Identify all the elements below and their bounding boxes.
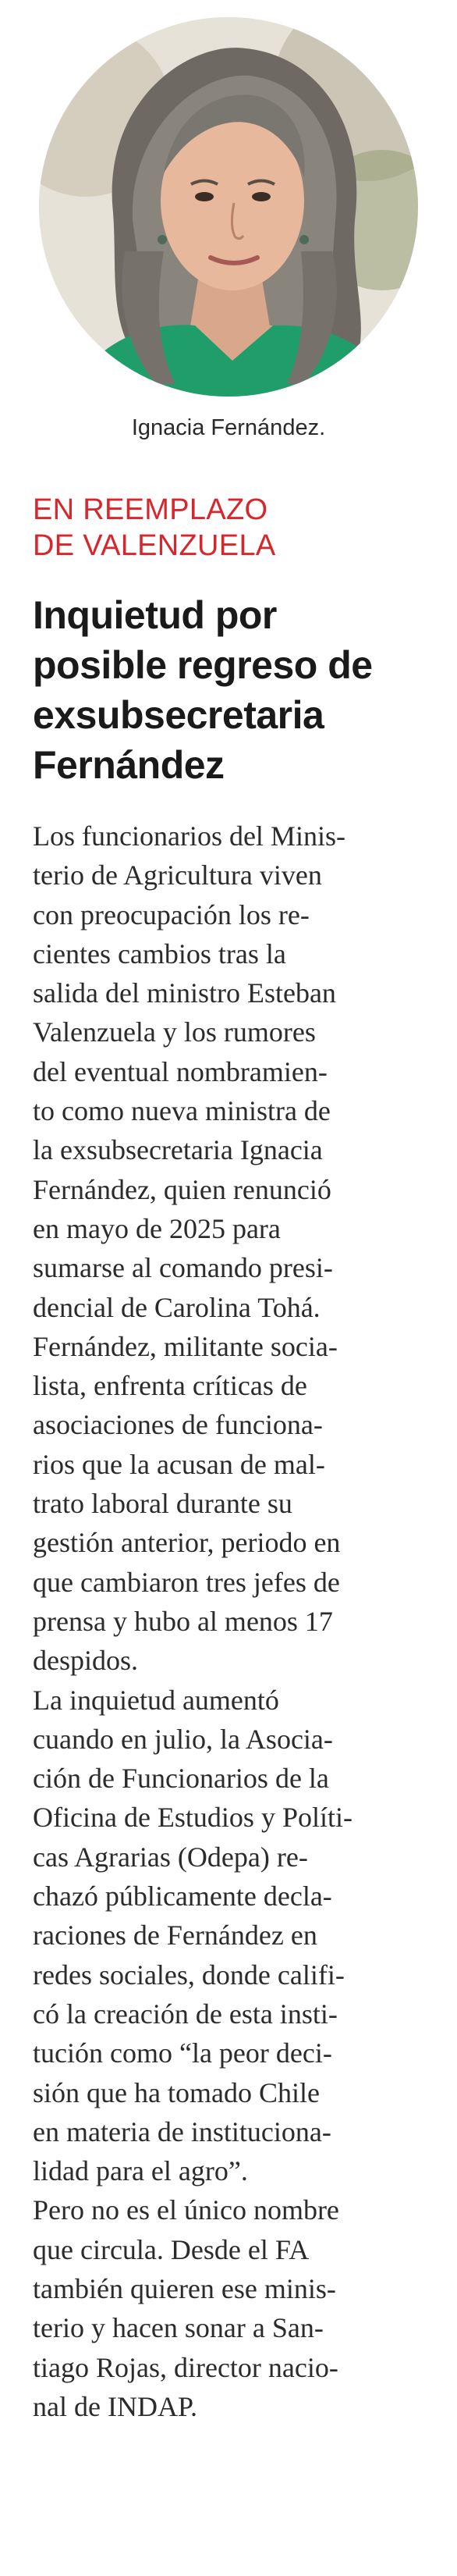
body-line: prensa y hubo al menos 17 bbox=[33, 1605, 333, 1637]
body-line: cientes cambios tras la bbox=[33, 938, 286, 970]
body-line: nal de INDAP. bbox=[33, 2390, 197, 2422]
kicker-line: DE VALENZUELA bbox=[33, 529, 276, 562]
body-line: sión que ha tomado Chile bbox=[33, 2076, 320, 2108]
portrait-illustration bbox=[39, 17, 418, 397]
body-line: terio de Agricultura viven bbox=[33, 859, 322, 891]
body-line: Valenzuela y los rumores bbox=[33, 1016, 316, 1048]
body-line: lista, enfrenta críticas de bbox=[33, 1370, 307, 1402]
photo-caption: Ignacia Fernández. bbox=[131, 415, 326, 440]
body-line: terio y hacen sonar a San- bbox=[33, 2312, 324, 2344]
body-line: despidos. bbox=[33, 1645, 138, 1677]
portrait-photo bbox=[39, 17, 418, 397]
kicker-line: EN REEMPLAZO bbox=[33, 493, 268, 526]
body-line: trato laboral durante su bbox=[33, 1488, 292, 1520]
body-line: có la creación de esta insti- bbox=[33, 1998, 338, 2030]
body-line: que circula. Desde el FA bbox=[33, 2233, 310, 2265]
body-line: tución como “la peor deci- bbox=[33, 2037, 332, 2069]
body-line: to como nueva ministra de bbox=[33, 1095, 331, 1127]
body-line: con preocupación los re- bbox=[33, 898, 310, 930]
body-line: asociaciones de funciona- bbox=[33, 1409, 323, 1441]
body-line: que cambiaron tres jefes de bbox=[33, 1566, 340, 1598]
headline-line: posible regreso de bbox=[33, 643, 373, 687]
body-line: del eventual nombramien- bbox=[33, 1055, 328, 1087]
body-line: rios que la acusan de mal- bbox=[33, 1448, 325, 1480]
body-line: tiago Rojas, director nacio- bbox=[33, 2351, 338, 2383]
body-line: gestión anterior, periodo en bbox=[33, 1527, 341, 1559]
body-line: Pero no es el único nombre bbox=[33, 2194, 339, 2226]
body-line: Oficina de Estudios y Políti- bbox=[33, 1802, 352, 1834]
body-line: chazó públicamente decla- bbox=[33, 1880, 332, 1912]
body-line: cas Agrarias (Odepa) re- bbox=[33, 1841, 308, 1873]
body-line: Fernández, quien renunció bbox=[33, 1173, 331, 1205]
body-line: salida del ministro Esteban bbox=[33, 977, 336, 1009]
article-headline bbox=[33, 590, 373, 790]
body-line: raciones de Fernández en bbox=[33, 1920, 317, 1952]
article-body bbox=[33, 817, 430, 2426]
body-line: también quieren ese minis- bbox=[33, 2272, 336, 2304]
body-line: lidad para el agro”. bbox=[33, 2155, 248, 2187]
body-line: la exsubsecretaria Ignacia bbox=[33, 1134, 323, 1166]
headline-line: Fernández bbox=[33, 743, 225, 787]
body-line: ción de Funcionarios de la bbox=[33, 1763, 329, 1795]
body-line: Fernández, militante socia- bbox=[33, 1330, 338, 1362]
headline-line: Inquietud por bbox=[33, 593, 277, 637]
body-line: cuando en julio, la Asocia- bbox=[33, 1723, 333, 1755]
body-line: redes sociales, donde califi- bbox=[33, 1959, 345, 1991]
body-line: sumarse al comando presi- bbox=[33, 1252, 333, 1284]
body-line: en materia de instituciona- bbox=[33, 2115, 331, 2147]
body-line: Los funcionarios del Minis- bbox=[33, 820, 345, 852]
headline-line: exsubsecretaria bbox=[33, 693, 324, 737]
body-line: La inquietud aumentó bbox=[33, 1684, 279, 1716]
body-line: dencial de Carolina Tohá. bbox=[33, 1291, 321, 1323]
body-line: en mayo de 2025 para bbox=[33, 1212, 281, 1244]
section-kicker bbox=[33, 492, 276, 564]
